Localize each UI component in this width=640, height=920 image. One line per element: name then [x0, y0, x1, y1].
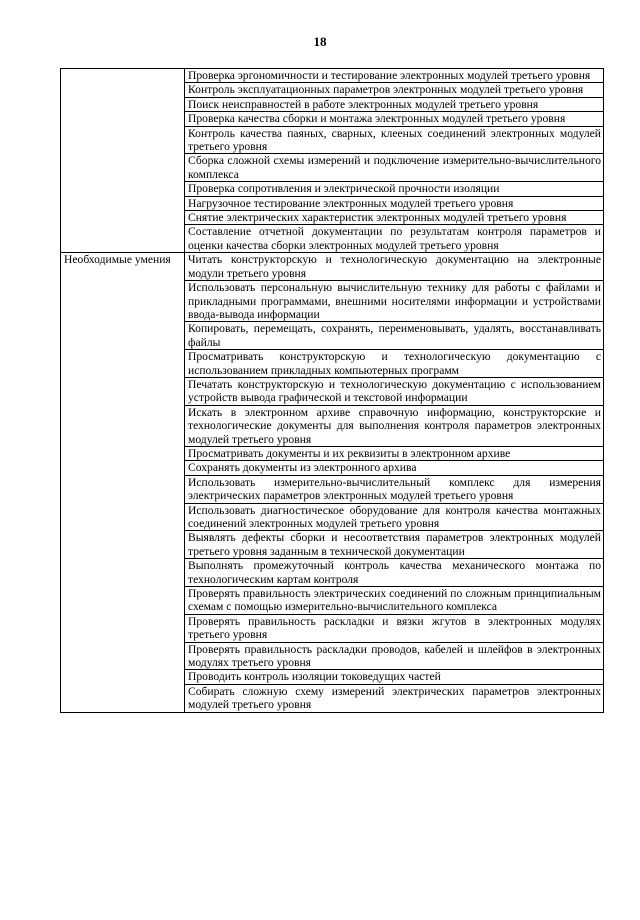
requirement-item: Использовать измерительно-вычислительный комплекс для измерения электрических параметров электронных модулей третьего уровня — [185, 475, 604, 503]
requirement-item: Проверка качества сборки и монтажа электронных модулей третьего уровня — [185, 112, 604, 126]
requirement-item: Печатать конструкторскую и технологическую документацию с использованием устройств вывода графической и текстовой информации — [185, 377, 604, 405]
requirement-item: Проверять правильность раскладки проводов, кабелей и шлейфов в электронных модулях третьего уровня — [185, 642, 604, 670]
requirement-item: Копировать, перемещать, сохранять, переименовывать, удалять, восстанавливать файлы — [185, 322, 604, 350]
requirement-item: Проверка эргономичности и тестирование электронных модулей третьего уровня — [185, 69, 604, 83]
requirement-item: Выявлять дефекты сборки и несоответствия параметров электронных модулей третьего уровня заданным в технической документации — [185, 531, 604, 559]
requirement-item: Выполнять промежуточный контроль качества механического монтажа по технологическим картам контроля — [185, 559, 604, 587]
requirement-item: Проверять правильность электрических соединений по сложным принципиальным схемам с помощью измерительно-вычислительного комплекса — [185, 587, 604, 615]
table-row — [61, 69, 604, 83]
requirement-item: Снятие электрических характеристик электронных модулей третьего уровня — [185, 211, 604, 225]
requirement-item: Сохранять документы из электронного архива — [185, 461, 604, 475]
requirement-item: Контроль качества паяных, сварных, клееных соединений электронных модулей третьего уровня — [185, 126, 604, 154]
requirement-item: Проверять правильность раскладки и вязки жгутов в электронных модулях третьего уровня — [185, 614, 604, 642]
table-row — [61, 253, 604, 281]
requirement-item: Сборка сложной схемы измерений и подключение измерительно-вычислительного комплекса — [185, 154, 604, 182]
requirement-item: Собирать сложную схему измерений электрических параметров электронных модулей третьего уровня — [185, 684, 604, 712]
table-body — [61, 69, 604, 713]
requirement-item: Просматривать документы и их реквизиты в электронном архиве — [185, 446, 604, 460]
requirement-item: Просматривать конструкторскую и технологическую документацию с использованием прикладных компьютерных программ — [185, 350, 604, 378]
requirement-item: Поиск неисправностей в работе электронных модулей третьего уровня — [185, 97, 604, 111]
requirement-item: Составление отчетной документации по результатам контроля параметров и оценки качества сборки электронных модулей третьего уровня — [185, 225, 604, 253]
section-heading: Необходимые умения — [61, 253, 185, 712]
requirement-item: Использовать диагностическое оборудование для контроля качества монтажных соединений электронных модулей третьего уровня — [185, 503, 604, 531]
requirements-table — [60, 68, 604, 713]
requirement-item: Использовать персональную вычислительную технику для работы с файлами и прикладными программами, внешними носителями информации и устройствами ввода-вывода информации — [185, 281, 604, 322]
requirement-item: Проводить контроль изоляции токоведущих частей — [185, 670, 604, 684]
requirement-item: Контроль эксплуатационных параметров электронных модулей третьего уровня — [185, 83, 604, 97]
requirement-item: Искать в электронном архиве справочную информацию, конструкторские и технологические документы для выполнения контроля параметров электронных модулей третьего уровня — [185, 405, 604, 446]
requirement-item: Проверка сопротивления и электрической прочности изоляции — [185, 182, 604, 196]
requirement-item: Нагрузочное тестирование электронных модулей третьего уровня — [185, 196, 604, 210]
section-heading — [61, 69, 185, 253]
requirement-item: Читать конструкторскую и технологическую документацию на электронные модули третьего уровня — [185, 253, 604, 281]
page-number: 18 — [313, 34, 327, 49]
